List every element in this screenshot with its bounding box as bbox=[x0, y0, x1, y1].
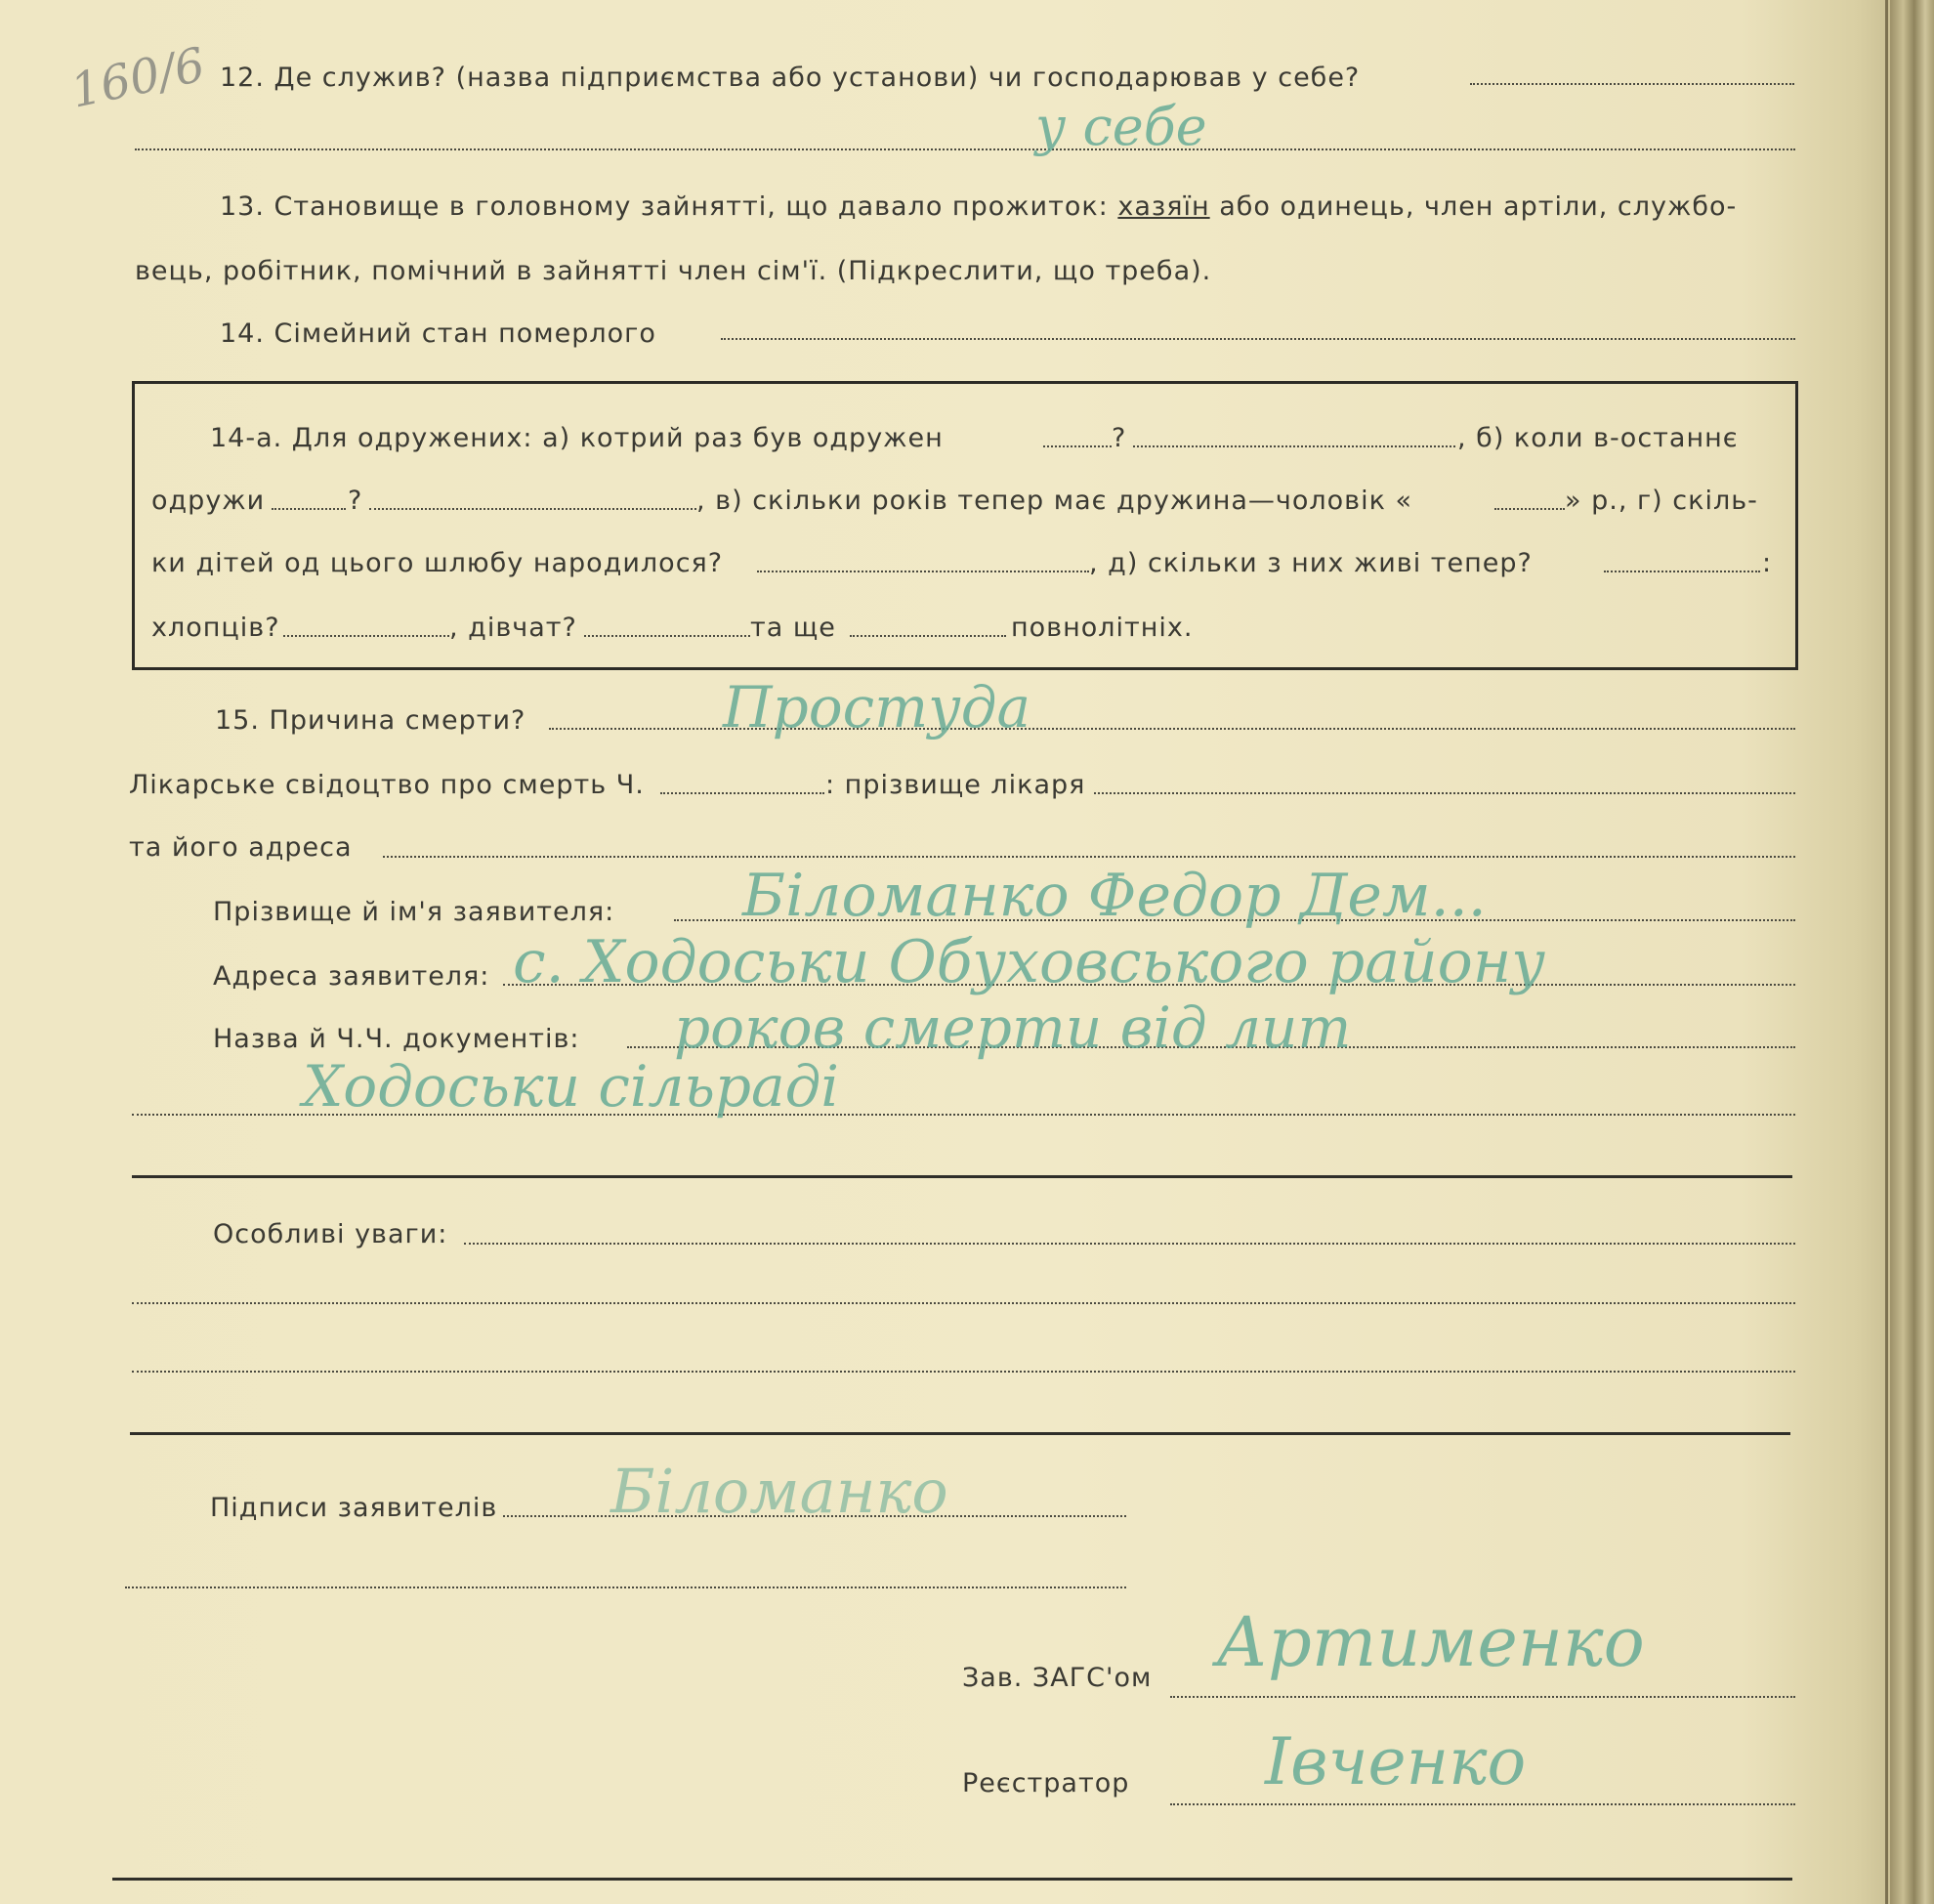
zags-head-label: Зав. ЗАГС'ом bbox=[962, 1663, 1153, 1693]
applicant-name-answer: Біломанко Федор Дем... bbox=[742, 862, 1487, 930]
doctor-name-label: : прізвище лікаря bbox=[825, 770, 1086, 800]
question-13-line2-label: вець, робітник, помічний в зайнятті член сім'ї. (Підкреслити, що треба). bbox=[135, 256, 1212, 286]
q14a-line-j bbox=[850, 635, 1006, 637]
applicant-address-answer: с. Ходоськи Обуховського району bbox=[513, 928, 1546, 996]
question-14a-part-d: » р., г) скіль- bbox=[1565, 486, 1758, 516]
applicant-name-label: Прізвище й ім'я заявителя: bbox=[213, 897, 615, 927]
remarks-line-1 bbox=[464, 1243, 1795, 1245]
documents-label: Назва й Ч.Ч. документів: bbox=[213, 1024, 580, 1054]
question-12-label: 12. Де служив? (назва підприємства або установи) чи господарював у себе? bbox=[220, 63, 1361, 93]
documents-answer-2: Ходоськи сільраді bbox=[303, 1053, 839, 1120]
q14a-line-d bbox=[369, 508, 696, 510]
q14a-line-h bbox=[283, 635, 449, 637]
question-14a-q1: ? bbox=[1112, 423, 1127, 453]
q14a-line-c bbox=[272, 508, 346, 510]
q14a-line-b bbox=[1133, 445, 1455, 447]
question-12-line bbox=[1470, 83, 1794, 85]
documents-answer-1: роков смерти від лит bbox=[674, 994, 1352, 1061]
question-14a-part-e: , д) скільки з них живі тепер? bbox=[1089, 548, 1533, 578]
registrar-line bbox=[1170, 1803, 1795, 1805]
question-15-label: 15. Причина смерти? bbox=[215, 705, 526, 736]
question-13-suffix: або одинець, член артіли, службо- bbox=[1219, 191, 1738, 222]
question-13-line1-label bbox=[220, 191, 1737, 222]
question-14-line bbox=[721, 338, 1795, 340]
q14a-line-g bbox=[1604, 571, 1760, 572]
question-13-prefix: 13. Становище в головному зайнятті, що давало прожиток: bbox=[220, 191, 1109, 222]
bottom-rule bbox=[112, 1878, 1792, 1881]
question-14a-part-a: 14-а. Для одружених: а) котрий раз був одружен bbox=[210, 423, 944, 453]
question-14a-part-c: , в) скільки років тепер має дружина—чоловік « bbox=[696, 486, 1412, 516]
section-divider-2 bbox=[130, 1432, 1790, 1435]
book-binding bbox=[1890, 0, 1934, 1904]
applicant-signature: Біломанко bbox=[610, 1456, 948, 1527]
applicant-address-label: Адреса заявителя: bbox=[213, 961, 490, 992]
q14a-line-e bbox=[1494, 508, 1565, 510]
q14a-line-f bbox=[757, 571, 1089, 572]
registrar-signature: Івченко bbox=[1265, 1724, 1527, 1799]
question-14-label: 14. Сімейний стан померлого bbox=[220, 318, 656, 349]
margin-number: 160/6 bbox=[65, 37, 210, 119]
question-14a-children-label: ки дітей од цього шлюбу народилося? bbox=[151, 548, 724, 578]
medical-certificate-line bbox=[660, 792, 824, 794]
question-14a-boys-label: хлопців? bbox=[151, 613, 280, 643]
zags-head-line bbox=[1170, 1696, 1795, 1698]
doctor-name-line bbox=[1094, 792, 1795, 794]
q14a-line-a bbox=[1043, 445, 1112, 447]
question-14a-adults-label: повнолітніх. bbox=[1011, 613, 1194, 643]
registrar-label: Реєстратор bbox=[962, 1768, 1130, 1798]
applicant-signatures-line-2 bbox=[125, 1587, 1126, 1588]
question-14a-part-b: , б) коли в-останнє bbox=[1457, 423, 1739, 453]
applicant-signatures-label: Підписи заявителів bbox=[210, 1493, 498, 1523]
remarks-line-3 bbox=[132, 1371, 1795, 1373]
doctor-address-label: та його адреса bbox=[129, 832, 353, 863]
zags-head-signature: Артименко bbox=[1216, 1602, 1645, 1682]
page-edge bbox=[1885, 0, 1888, 1904]
medical-certificate-label: Лікарське свідоцтво про смерть Ч. bbox=[129, 770, 645, 800]
question-14a-colon: : bbox=[1762, 548, 1773, 578]
remarks-line-2 bbox=[132, 1302, 1795, 1304]
question-15-answer: Простуда bbox=[723, 674, 1031, 740]
section-divider-1 bbox=[132, 1175, 1792, 1178]
doctor-address-line bbox=[383, 856, 1795, 858]
remarks-label: Особливі уваги: bbox=[213, 1219, 448, 1249]
question-14a-more-label: та ще bbox=[750, 613, 836, 643]
question-14a-q2: ? bbox=[348, 486, 363, 516]
q14a-line-i bbox=[584, 635, 750, 637]
question-13-underlined-option: хазяїн bbox=[1117, 191, 1210, 222]
question-12-line-2 bbox=[135, 148, 1795, 150]
question-14a-married-label: одружи bbox=[151, 486, 266, 516]
question-14a-girls-label: , дівчат? bbox=[449, 613, 577, 643]
question-12-answer: у себе bbox=[1035, 96, 1207, 157]
